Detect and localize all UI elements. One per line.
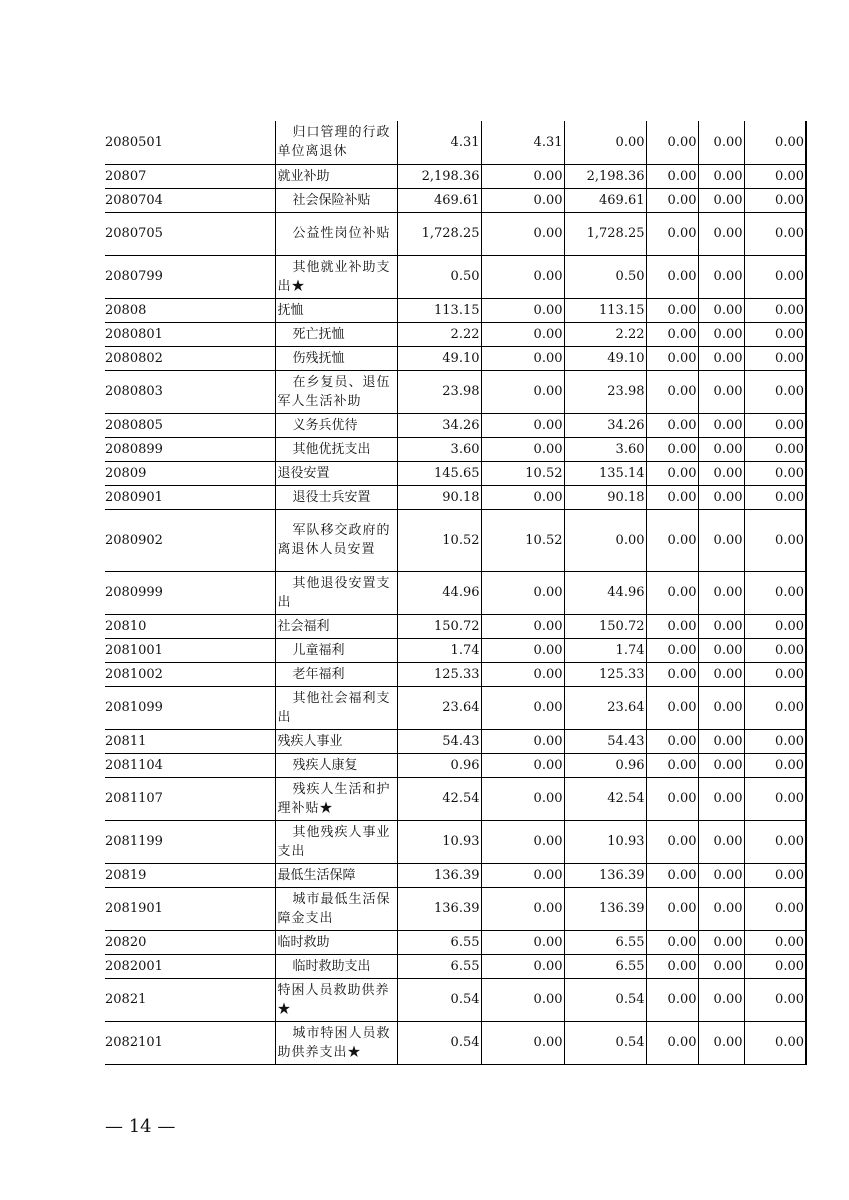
- table-row: [105, 212, 806, 255]
- item-name: 军队移交政府的离退休人员安置: [275, 509, 397, 571]
- amount-cell: 0.00: [744, 686, 806, 729]
- amount-cell: 23.64: [564, 686, 646, 729]
- amount-cell: 0.00: [646, 1021, 698, 1064]
- amount-cell: 0.00: [481, 820, 564, 863]
- amount-cell: 0.00: [564, 121, 646, 164]
- item-name: 残疾人事业: [275, 729, 397, 753]
- amount-cell: 0.00: [698, 1021, 744, 1064]
- item-code: 20821: [105, 978, 275, 1021]
- amount-cell: 0.00: [744, 820, 806, 863]
- item-name: 在乡复员、退伍军人生活补助: [275, 370, 397, 413]
- amount-cell: 0.00: [481, 571, 564, 614]
- amount-cell: 0.00: [646, 662, 698, 686]
- amount-cell: 0.00: [481, 729, 564, 753]
- amount-cell: 0.00: [481, 212, 564, 255]
- amount-cell: 0.00: [646, 509, 698, 571]
- table-body: [105, 121, 806, 1064]
- amount-cell: 6.55: [397, 930, 481, 954]
- item-code: 2080999: [105, 571, 275, 614]
- amount-cell: 0.00: [481, 188, 564, 212]
- table-row: [105, 729, 806, 753]
- amount-cell: 0.00: [481, 863, 564, 887]
- amount-cell: 0.00: [744, 121, 806, 164]
- item-name: 抚恤: [275, 298, 397, 322]
- item-code: 2081001: [105, 638, 275, 662]
- amount-cell: 0.00: [698, 322, 744, 346]
- item-code: 2081002: [105, 662, 275, 686]
- amount-cell: 0.00: [481, 1021, 564, 1064]
- amount-cell: 0.00: [698, 614, 744, 638]
- amount-cell: 0.00: [646, 188, 698, 212]
- item-name: 最低生活保障: [275, 863, 397, 887]
- table-row: [105, 662, 806, 686]
- amount-cell: 135.14: [564, 461, 646, 485]
- item-name: 临时救助支出: [275, 954, 397, 978]
- amount-cell: 0.00: [698, 437, 744, 461]
- amount-cell: 0.00: [744, 212, 806, 255]
- amount-cell: 6.55: [397, 954, 481, 978]
- amount-cell: 0.00: [481, 437, 564, 461]
- amount-cell: 0.00: [646, 686, 698, 729]
- amount-cell: 0.00: [698, 638, 744, 662]
- amount-cell: 136.39: [397, 863, 481, 887]
- amount-cell: 0.00: [646, 954, 698, 978]
- amount-cell: 0.00: [744, 954, 806, 978]
- amount-cell: 0.00: [698, 298, 744, 322]
- item-code: 2080799: [105, 255, 275, 298]
- amount-cell: 0.00: [646, 370, 698, 413]
- amount-cell: 0.00: [481, 298, 564, 322]
- amount-cell: 0.00: [744, 614, 806, 638]
- table-row: [105, 887, 806, 930]
- amount-cell: 0.00: [481, 614, 564, 638]
- table-row: [105, 413, 806, 437]
- amount-cell: 0.00: [698, 863, 744, 887]
- amount-cell: 0.00: [744, 753, 806, 777]
- table-row: [105, 930, 806, 954]
- amount-cell: 113.15: [397, 298, 481, 322]
- amount-cell: 136.39: [564, 887, 646, 930]
- amount-cell: 0.00: [646, 930, 698, 954]
- item-code: 2081901: [105, 887, 275, 930]
- amount-cell: 0.00: [646, 164, 698, 188]
- table-row: [105, 461, 806, 485]
- amount-cell: 0.00: [744, 930, 806, 954]
- table-row: [105, 863, 806, 887]
- amount-cell: 6.55: [564, 930, 646, 954]
- table-row: [105, 255, 806, 298]
- amount-cell: 0.00: [481, 485, 564, 509]
- item-code: 20819: [105, 863, 275, 887]
- amount-cell: 0.00: [744, 437, 806, 461]
- item-code: 2081104: [105, 753, 275, 777]
- amount-cell: 90.18: [564, 485, 646, 509]
- amount-cell: 0.00: [646, 863, 698, 887]
- amount-cell: 0.00: [646, 298, 698, 322]
- item-name: 伤残抚恤: [275, 346, 397, 370]
- amount-cell: 0.00: [698, 370, 744, 413]
- item-name: 残疾人康复: [275, 753, 397, 777]
- amount-cell: 10.93: [397, 820, 481, 863]
- amount-cell: 3.60: [564, 437, 646, 461]
- amount-cell: 44.96: [564, 571, 646, 614]
- amount-cell: 2,198.36: [397, 164, 481, 188]
- amount-cell: 0.00: [481, 255, 564, 298]
- amount-cell: 0.00: [698, 121, 744, 164]
- item-code: 2080805: [105, 413, 275, 437]
- table-row: [105, 188, 806, 212]
- amount-cell: 0.00: [744, 1021, 806, 1064]
- table-row: [105, 437, 806, 461]
- amount-cell: 0.00: [744, 255, 806, 298]
- amount-cell: 0.00: [481, 370, 564, 413]
- amount-cell: 49.10: [397, 346, 481, 370]
- amount-cell: 0.00: [481, 662, 564, 686]
- item-name: 就业补助: [275, 164, 397, 188]
- amount-cell: 469.61: [397, 188, 481, 212]
- amount-cell: 0.00: [646, 753, 698, 777]
- amount-cell: 0.54: [564, 1021, 646, 1064]
- item-code: 2081107: [105, 777, 275, 820]
- amount-cell: 44.96: [397, 571, 481, 614]
- amount-cell: 34.26: [564, 413, 646, 437]
- amount-cell: 0.00: [744, 863, 806, 887]
- amount-cell: 0.00: [646, 255, 698, 298]
- amount-cell: 4.31: [481, 121, 564, 164]
- amount-cell: 0.00: [698, 188, 744, 212]
- amount-cell: 0.00: [481, 978, 564, 1021]
- item-code: 2080705: [105, 212, 275, 255]
- amount-cell: 1.74: [564, 638, 646, 662]
- item-name: 其他社会福利支出: [275, 686, 397, 729]
- table-row: [105, 614, 806, 638]
- amount-cell: 42.54: [564, 777, 646, 820]
- amount-cell: 125.33: [397, 662, 481, 686]
- item-name: 其他优抚支出: [275, 437, 397, 461]
- item-code: 2081099: [105, 686, 275, 729]
- amount-cell: 0.00: [481, 413, 564, 437]
- table-row: [105, 820, 806, 863]
- amount-cell: 113.15: [564, 298, 646, 322]
- amount-cell: 0.00: [698, 887, 744, 930]
- table-row: [105, 753, 806, 777]
- amount-cell: 0.00: [646, 413, 698, 437]
- amount-cell: 1,728.25: [564, 212, 646, 255]
- amount-cell: 0.00: [698, 978, 744, 1021]
- table-row: [105, 346, 806, 370]
- amount-cell: 10.52: [481, 461, 564, 485]
- item-name: 老年福利: [275, 662, 397, 686]
- item-code: 2082101: [105, 1021, 275, 1064]
- amount-cell: 0.00: [646, 322, 698, 346]
- item-name: 其他就业补助支出★: [275, 255, 397, 298]
- amount-cell: 3.60: [397, 437, 481, 461]
- amount-cell: 0.00: [744, 485, 806, 509]
- amount-cell: 54.43: [564, 729, 646, 753]
- amount-cell: 136.39: [397, 887, 481, 930]
- amount-cell: 10.93: [564, 820, 646, 863]
- amount-cell: 145.65: [397, 461, 481, 485]
- amount-cell: 0.00: [646, 485, 698, 509]
- amount-cell: 90.18: [397, 485, 481, 509]
- item-name: 退役安置: [275, 461, 397, 485]
- item-code: 20807: [105, 164, 275, 188]
- table-row: [105, 1021, 806, 1064]
- amount-cell: 0.00: [744, 164, 806, 188]
- amount-cell: 0.00: [646, 729, 698, 753]
- amount-cell: 34.26: [397, 413, 481, 437]
- table-row: [105, 485, 806, 509]
- amount-cell: 0.00: [646, 777, 698, 820]
- item-name: 社会福利: [275, 614, 397, 638]
- amount-cell: 125.33: [564, 662, 646, 686]
- amount-cell: 0.00: [698, 662, 744, 686]
- amount-cell: 2.22: [397, 322, 481, 346]
- item-code: 2080501: [105, 121, 275, 164]
- amount-cell: 0.00: [744, 638, 806, 662]
- amount-cell: 0.00: [698, 413, 744, 437]
- table-row: [105, 322, 806, 346]
- amount-cell: 0.00: [744, 370, 806, 413]
- amount-cell: 0.00: [744, 322, 806, 346]
- item-name: 城市最低生活保障金支出: [275, 887, 397, 930]
- amount-cell: 0.00: [481, 777, 564, 820]
- table-row: [105, 954, 806, 978]
- table-row: [105, 978, 806, 1021]
- amount-cell: 136.39: [564, 863, 646, 887]
- amount-cell: 0.00: [646, 121, 698, 164]
- item-name: 退役士兵安置: [275, 485, 397, 509]
- item-name: 义务兵优待: [275, 413, 397, 437]
- table-row: [105, 777, 806, 820]
- amount-cell: 0.00: [698, 164, 744, 188]
- amount-cell: 0.00: [744, 461, 806, 485]
- amount-cell: 0.00: [481, 930, 564, 954]
- item-name: 残疾人生活和护理补贴★: [275, 777, 397, 820]
- amount-cell: 0.50: [564, 255, 646, 298]
- amount-cell: 10.52: [397, 509, 481, 571]
- amount-cell: 0.00: [698, 461, 744, 485]
- item-name: 儿童福利: [275, 638, 397, 662]
- amount-cell: 23.64: [397, 686, 481, 729]
- amount-cell: 0.00: [698, 820, 744, 863]
- amount-cell: 0.00: [744, 887, 806, 930]
- item-name: 城市特困人员救助供养支出★: [275, 1021, 397, 1064]
- amount-cell: 54.43: [397, 729, 481, 753]
- item-code: 2080801: [105, 322, 275, 346]
- amount-cell: 0.00: [698, 212, 744, 255]
- amount-cell: 0.00: [646, 638, 698, 662]
- amount-cell: 0.00: [698, 729, 744, 753]
- amount-cell: 0.00: [646, 212, 698, 255]
- amount-cell: 0.00: [744, 413, 806, 437]
- amount-cell: 0.00: [698, 571, 744, 614]
- item-name: 死亡抚恤: [275, 322, 397, 346]
- amount-cell: 10.52: [481, 509, 564, 571]
- amount-cell: 0.00: [744, 346, 806, 370]
- item-code: 20811: [105, 729, 275, 753]
- amount-cell: 0.00: [481, 686, 564, 729]
- item-name: 临时救助: [275, 930, 397, 954]
- amount-cell: 0.00: [646, 346, 698, 370]
- item-name: 公益性岗位补贴: [275, 212, 397, 255]
- amount-cell: 0.00: [744, 188, 806, 212]
- amount-cell: 150.72: [397, 614, 481, 638]
- item-code: 2080899: [105, 437, 275, 461]
- amount-cell: 0.00: [744, 571, 806, 614]
- amount-cell: 0.54: [564, 978, 646, 1021]
- table-row: [105, 121, 806, 164]
- amount-cell: 0.00: [481, 346, 564, 370]
- amount-cell: 0.00: [744, 978, 806, 1021]
- amount-cell: 0.54: [397, 978, 481, 1021]
- table-row: [105, 638, 806, 662]
- amount-cell: 0.00: [481, 753, 564, 777]
- item-name: 特困人员救助供养★: [275, 978, 397, 1021]
- amount-cell: 0.00: [698, 954, 744, 978]
- amount-cell: 0.00: [744, 298, 806, 322]
- amount-cell: 6.55: [564, 954, 646, 978]
- amount-cell: 0.00: [646, 887, 698, 930]
- item-code: 20820: [105, 930, 275, 954]
- item-code: 20808: [105, 298, 275, 322]
- item-code: 2082001: [105, 954, 275, 978]
- amount-cell: 150.72: [564, 614, 646, 638]
- table-row: [105, 164, 806, 188]
- table-row: [105, 298, 806, 322]
- item-code: 2080802: [105, 346, 275, 370]
- amount-cell: 0.00: [698, 753, 744, 777]
- amount-cell: 0.54: [397, 1021, 481, 1064]
- amount-cell: 0.50: [397, 255, 481, 298]
- amount-cell: 1,728.25: [397, 212, 481, 255]
- amount-cell: 0.96: [564, 753, 646, 777]
- amount-cell: 0.00: [564, 509, 646, 571]
- amount-cell: 0.00: [698, 686, 744, 729]
- budget-table: [105, 121, 807, 1065]
- amount-cell: 0.00: [646, 978, 698, 1021]
- amount-cell: 2,198.36: [564, 164, 646, 188]
- amount-cell: 469.61: [564, 188, 646, 212]
- amount-cell: 42.54: [397, 777, 481, 820]
- amount-cell: 49.10: [564, 346, 646, 370]
- amount-cell: 0.96: [397, 753, 481, 777]
- item-name: 其他残疾人事业支出: [275, 820, 397, 863]
- table-row: [105, 571, 806, 614]
- amount-cell: 0.00: [744, 662, 806, 686]
- amount-cell: 1.74: [397, 638, 481, 662]
- item-code: 2080902: [105, 509, 275, 571]
- amount-cell: 0.00: [744, 729, 806, 753]
- item-name: 归口管理的行政单位离退休: [275, 121, 397, 164]
- amount-cell: 0.00: [646, 614, 698, 638]
- item-code: 2080901: [105, 485, 275, 509]
- table-row: [105, 686, 806, 729]
- amount-cell: 0.00: [481, 954, 564, 978]
- amount-cell: 0.00: [744, 509, 806, 571]
- amount-cell: 0.00: [646, 571, 698, 614]
- amount-cell: 0.00: [481, 638, 564, 662]
- amount-cell: 0.00: [698, 777, 744, 820]
- amount-cell: 0.00: [698, 509, 744, 571]
- amount-cell: 0.00: [744, 777, 806, 820]
- amount-cell: 0.00: [698, 346, 744, 370]
- amount-cell: 0.00: [481, 164, 564, 188]
- amount-cell: 0.00: [646, 437, 698, 461]
- item-code: 2080803: [105, 370, 275, 413]
- page-number: — 14 —: [105, 1116, 176, 1137]
- item-code: 2080704: [105, 188, 275, 212]
- amount-cell: 0.00: [698, 930, 744, 954]
- table-row: [105, 370, 806, 413]
- amount-cell: 23.98: [397, 370, 481, 413]
- amount-cell: 0.00: [698, 485, 744, 509]
- amount-cell: 4.31: [397, 121, 481, 164]
- item-code: 2081199: [105, 820, 275, 863]
- table-row: [105, 509, 806, 571]
- amount-cell: 0.00: [698, 255, 744, 298]
- amount-cell: 2.22: [564, 322, 646, 346]
- item-name: 社会保险补贴: [275, 188, 397, 212]
- item-code: 20810: [105, 614, 275, 638]
- amount-cell: 0.00: [481, 887, 564, 930]
- item-name: 其他退役安置支出: [275, 571, 397, 614]
- amount-cell: 0.00: [646, 461, 698, 485]
- item-code: 20809: [105, 461, 275, 485]
- amount-cell: 0.00: [646, 820, 698, 863]
- amount-cell: 0.00: [481, 322, 564, 346]
- amount-cell: 23.98: [564, 370, 646, 413]
